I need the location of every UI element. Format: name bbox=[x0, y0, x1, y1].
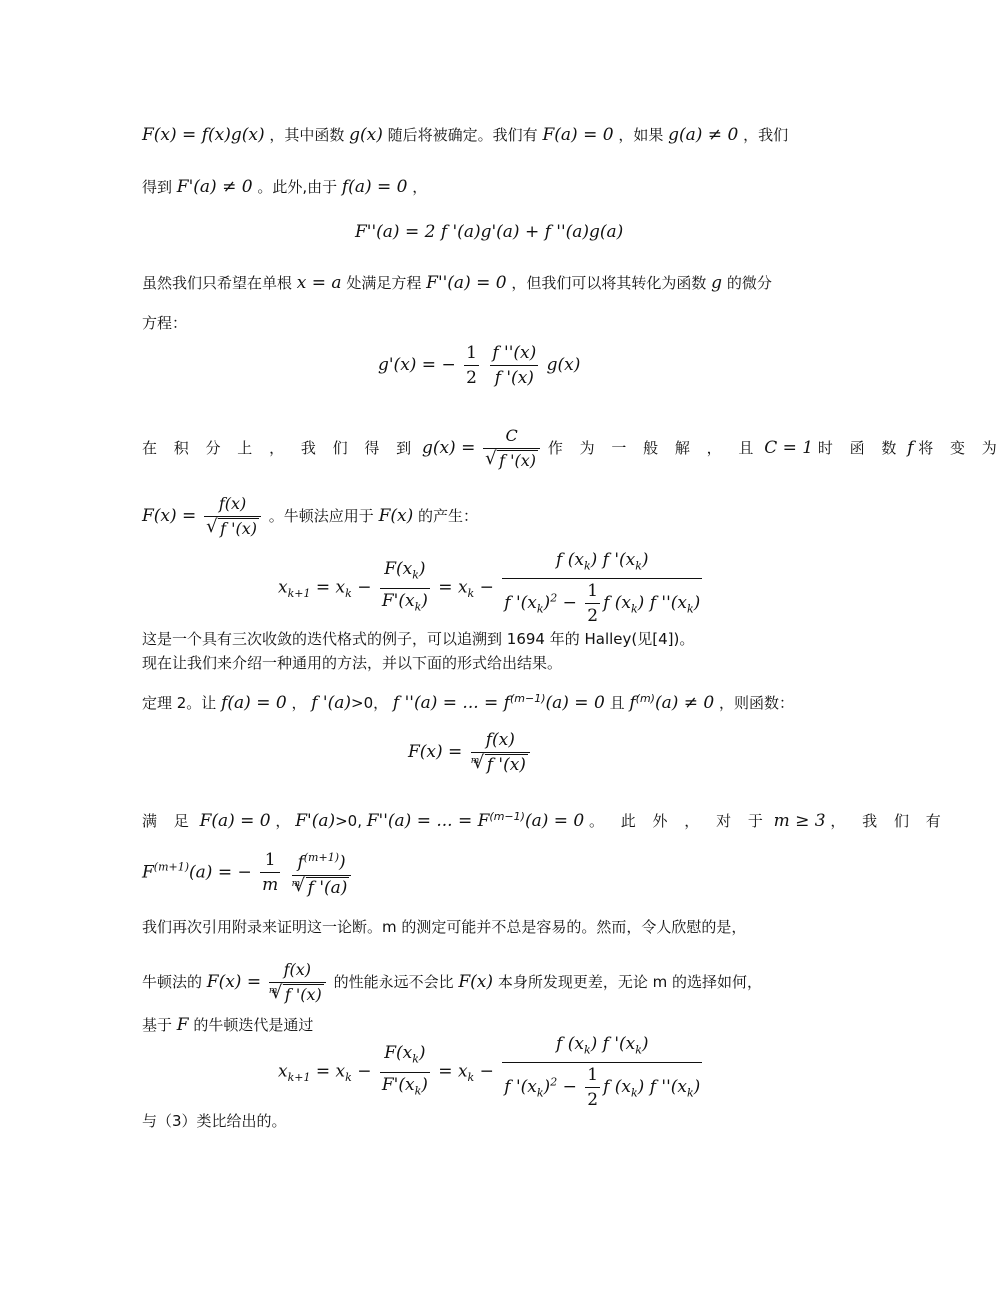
paragraph-line-2: 得到 F'(a) ≠ 0 。此外,由于 f(a) = 0 ， bbox=[142, 177, 428, 197]
equation-Fpp: F''(a) = 2 f '(a)g'(a) + f ''(a)g(a) bbox=[355, 222, 624, 242]
math-F-eq-fg: F(x) = f(x)g(x) bbox=[142, 125, 265, 145]
equation-newton-iteration-2: $x_{k+1} = x_k$ − $\frac{F(x_k)}{F'(x_k)}$ = $x_k$ − f $(x_k)$ f '$(x_k)$ f '$(x_k)^2$ − $\frac{1}{2}$ f $(x_k)$ f ''$(x_k)$ bbox=[278, 1034, 701, 1111]
paragraph-line-1: F(x) = f(x)g(x) ，其中函数 g(x) 随后将被确定。我们有 F(a) = 0 ，如果 g(a) ≠ 0 ，我们 bbox=[142, 125, 789, 145]
paragraph-line-5: 在 积 分 上 ， 我 们 得 到 g(x) = C √ f '(x) 作 为 一 般 解 ， 且 C = 1 时 函 数 f 将 变 为 bbox=[142, 426, 1003, 471]
paragraph-line-3: 虽然我们只希望在单根 x = a 处满足方程 F''(a) = 0 ，但我们可以将其转化为函数 g 的微分 bbox=[142, 273, 772, 293]
paragraph-line-8: 现在让我们来介绍一种通用的方法，并以下面的形式给出结果。 bbox=[142, 654, 563, 672]
equation-newton-iteration-1: $x_{k+1} = x_k$ − $\frac{F(x_k)}{F'(x_k)}$ = $x_k$ − f $(x_k)$ f '$(x_k)$ f '$(x_k)^2$ − $\frac{1}{2}$ f $(x_k)$ f ''$(x_k)$ bbox=[278, 550, 701, 627]
paragraph-line-10: 满 足 F(a) = 0 ， F'(a)>0, F''(a) = ... = $F^{(m-1)}(a) = 0$ 。 此 外 ， 对 于 m ≥ 3 ， 我 们 有 bbox=[142, 810, 947, 831]
paragraph-line-13: 基于 F 的牛顿迭代是通过 bbox=[142, 1015, 314, 1035]
theorem-2-line: 定理 2。让 f(a) = 0 ， f '(a)>0， f ''(a) = ... = $f^{(m-1)}(a) = 0$ 且 $f^{(m)}(a) \ne 0$ ，则函数： bbox=[142, 692, 795, 713]
equation-F-m-plus-1: $F^{(m+1)}(a)$ = − $\frac{1}{m}$ $f^{(m+1)}$) √ m f '(a) bbox=[142, 848, 354, 898]
equation-g-prime: g'(x) = − $\frac{1}{2}$ $\frac{f ''(x)}{f '(x)}$ g(x) bbox=[378, 343, 581, 388]
paragraph-line-7: 这是一个具有三次收敛的迭代格式的例子，可以追溯到 1694 年的 Halley(见[4])。 bbox=[142, 630, 695, 648]
equation-F-mroot: F(x) = f(x) √ m f '(x) bbox=[408, 730, 533, 775]
paragraph-line-11: 我们再次引用附录来证明这一论断。m 的测定可能并不总是容易的。然而，令人欣慰的是， bbox=[142, 918, 747, 936]
paragraph-line-6: F(x) = f(x) √ f '(x) 。牛顿法应用于 F(x) 的产生： bbox=[142, 494, 478, 539]
paragraph-line-4: 方程： bbox=[142, 314, 188, 332]
paragraph-line-14: 与（3）类比给出的。 bbox=[142, 1112, 287, 1130]
paragraph-line-12: 牛顿法的 F(x) = f(x) √ m f '(x) 的性能永远不会比 F(x) 本身所发现更差，无论 m 的选择如何， bbox=[142, 960, 762, 1005]
